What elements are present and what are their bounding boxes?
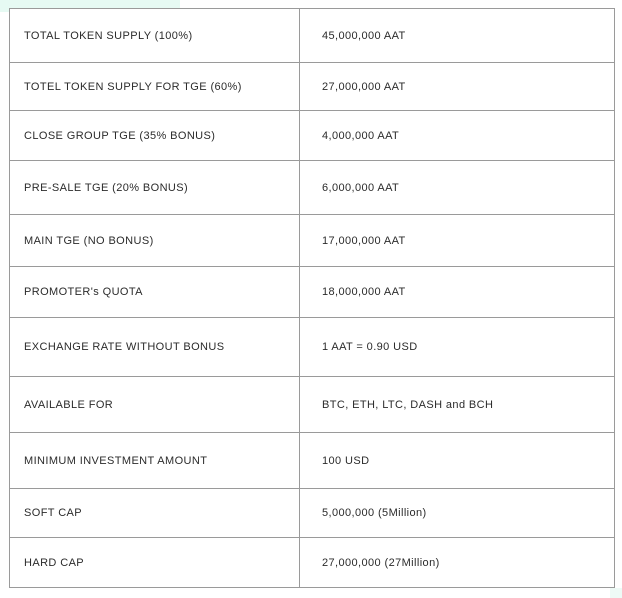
table-row: [10, 318, 615, 377]
row-value: 5,000,000 (5Million): [300, 489, 615, 538]
row-value: 6,000,000 AAT: [300, 161, 615, 215]
table-row: [10, 489, 615, 538]
table-row: [10, 9, 615, 63]
table-row: [10, 433, 615, 489]
row-label: PROMOTER's QUOTA: [10, 267, 300, 318]
row-value: 17,000,000 AAT: [300, 215, 615, 267]
table-row: [10, 111, 615, 161]
row-label: MINIMUM INVESTMENT AMOUNT: [10, 433, 300, 489]
row-value: BTC, ETH, LTC, DASH and BCH: [300, 377, 615, 433]
row-label: PRE-SALE TGE (20% BONUS): [10, 161, 300, 215]
corner-accent-bottom: [610, 588, 622, 598]
row-label: MAIN TGE (NO BONUS): [10, 215, 300, 267]
row-label: HARD CAP: [10, 538, 300, 588]
row-label: TOTAL TOKEN SUPPLY (100%): [10, 9, 300, 63]
table-row: [10, 161, 615, 215]
row-label: SOFT CAP: [10, 489, 300, 538]
row-value: 1 AAT = 0.90 USD: [300, 318, 615, 377]
row-label: TOTEL TOKEN SUPPLY FOR TGE (60%): [10, 63, 300, 111]
row-value: 4,000,000 AAT: [300, 111, 615, 161]
table-row: [10, 377, 615, 433]
token-details-table: [9, 8, 615, 588]
row-value: 18,000,000 AAT: [300, 267, 615, 318]
row-value: 27,000,000 AAT: [300, 63, 615, 111]
row-label: CLOSE GROUP TGE (35% BONUS): [10, 111, 300, 161]
row-value: 27,000,000 (27Million): [300, 538, 615, 588]
row-value: 100 USD: [300, 433, 615, 489]
row-label: EXCHANGE RATE WITHOUT BONUS: [10, 318, 300, 377]
table-row: [10, 538, 615, 588]
row-value: 45,000,000 AAT: [300, 9, 615, 63]
table-row: [10, 267, 615, 318]
table-row: [10, 63, 615, 111]
table-row: [10, 215, 615, 267]
row-label: AVAILABLE FOR: [10, 377, 300, 433]
